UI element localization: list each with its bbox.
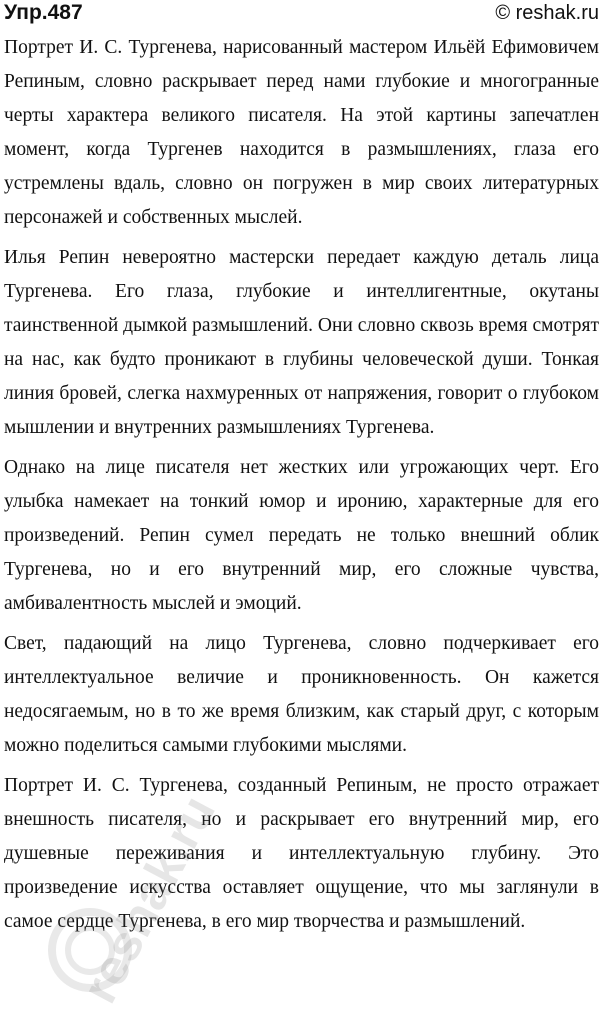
page-header — [0, 0, 603, 30]
watermark-text: reshak.ru — [70, 786, 227, 1012]
paragraph-2: Илья Репин невероятно мастерски передает каждую деталь лица Тургенева. Его глаза, глубокие и интеллигентные, окутаны таинственной дымкой размышлений. Они словно сквозь время смотрят на нас, как будто проникают в глубины человеческой души. Тонкая линия бровей, слегка нахмуренных от напряжения, говорит о глубоком мышлении и внутренних размышлениях Тургенева. — [4, 247, 599, 438]
paragraph-5: Портрет И. С. Тургенева, созданный Репиным, не просто отражает внешность писателя, но и раскрывает его внутренний мир, его душевные переживания и интеллектуальную глубину. Это произведение искусства оставляет ощущение, что мы заглянули в самое сердце Тургенева, в его мир творчества и размышлений. — [4, 775, 599, 932]
site-copyright: © reshak.ru — [495, 2, 599, 24]
paragraph-1: Портрет И. С. Тургенева, нарисованный мастером Ильёй Ефимовичем Репиным, словно раскрывает перед нами глубокие и многогранные черты характера великого писателя. На этой картины запечатлен момент, когда Тургенев находится в размышлениях, глаза его устремлены вдаль, словно он погружен в мир своих литературных персонажей и собственных мыслей. — [4, 37, 599, 228]
paragraph-4: Свет, падающий на лицо Тургенева, словно подчеркивает его интеллектуальное величие и проникновенность. Он кажется недосягаемым, но в то же время близким, как старый друг, с которым можно поделиться самыми глубокими мыслями. — [4, 633, 599, 756]
paragraph-3: Однако на лице писателя нет жестких или угрожающих черт. Его улыбка намекает на тонкий юмор и иронию, характерные для его произведений. Репин сумел передать не только внешний облик Тургенева, но и его внутренний мир, его сложные чувства, амбивалентность мыслей и эмоций. — [4, 457, 599, 614]
essay-text — [4, 31, 599, 945]
exercise-title: Упр.487 — [4, 1, 83, 24]
